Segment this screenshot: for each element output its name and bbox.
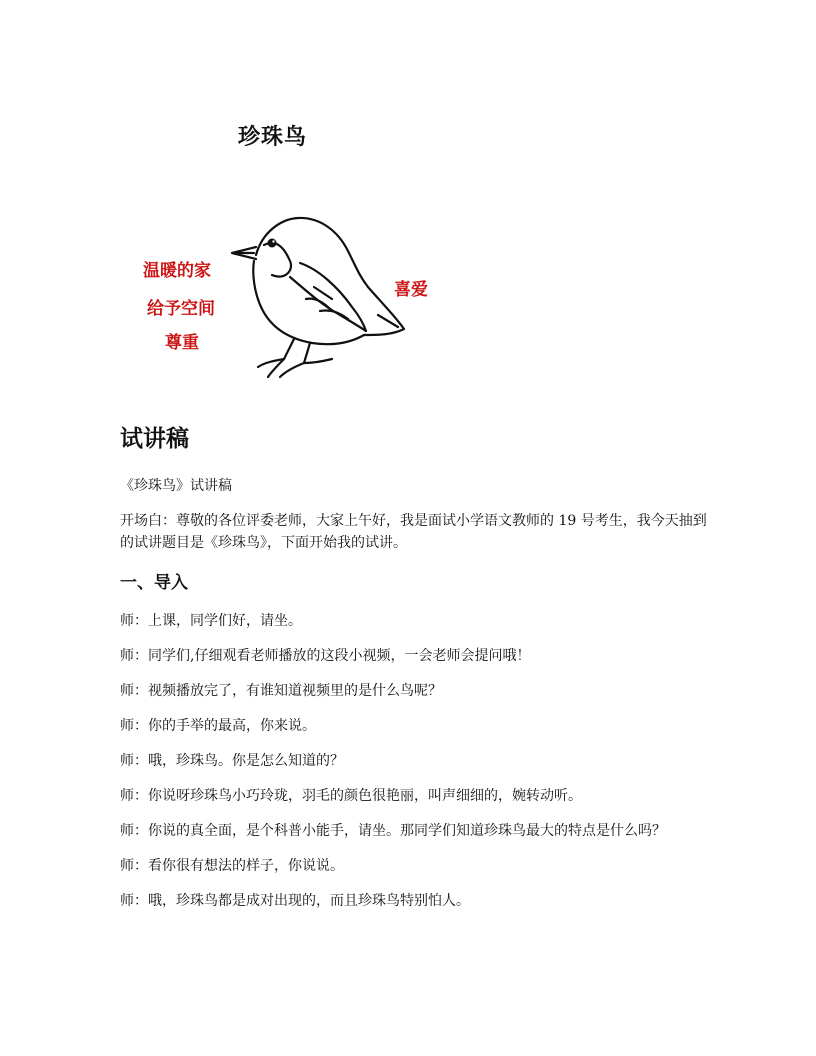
dialogue-line: 师：哦，珍珠鸟都是成对出现的，而且珍珠鸟特别怕人。 (120, 893, 470, 909)
dialogue-line: 师：你说呀珍珠鸟小巧玲珑，羽毛的颜色很艳丽，叫声细细的，婉转动听。 (120, 788, 582, 804)
dialogue-line: 师：同学们,仔细观看老师播放的这段小视频，一会老师会提问哦！ (120, 648, 531, 664)
label-respect: 尊重 (165, 333, 199, 353)
label-warm-home: 温暖的家 (143, 261, 211, 281)
dialogue-line: 师：哦，珍珠鸟。你是怎么知道的？ (120, 753, 344, 769)
part1-heading: 一、导入 (120, 573, 188, 593)
bird-icon (228, 211, 408, 383)
dialogue-line: 师：上课，同学们好，请坐。 (120, 613, 302, 629)
doc-title: 《珍珠鸟》试讲稿 (120, 478, 232, 494)
opening-paragraph: 开场白：尊敬的各位评委老师，大家上午好，我是面试小学语文教师的 19 号考生，我今天抽到的试讲题目是《珍珠鸟》，下面开始我的试讲。 (120, 513, 707, 551)
dialogue-line: 师：你的手举的最高，你来说。 (120, 718, 316, 734)
label-give-space: 给予空间 (147, 299, 215, 319)
dialogue-line: 师：你说的真全面，是个科普小能手，请坐。那同学们知道珍珠鸟最大的特点是什么吗？ (120, 823, 666, 839)
section-title: 试讲稿 (120, 425, 189, 452)
dialogue-line: 师：看你很有想法的样子，你说说。 (120, 858, 344, 874)
label-love: 喜爱 (394, 280, 428, 300)
dialogue-line: 师：视频播放完了，有谁知道视频里的是什么鸟呢？ (120, 683, 442, 699)
board-diagram (120, 205, 460, 385)
board-title: 珍珠鸟 (238, 124, 308, 150)
script-content (120, 475, 710, 925)
